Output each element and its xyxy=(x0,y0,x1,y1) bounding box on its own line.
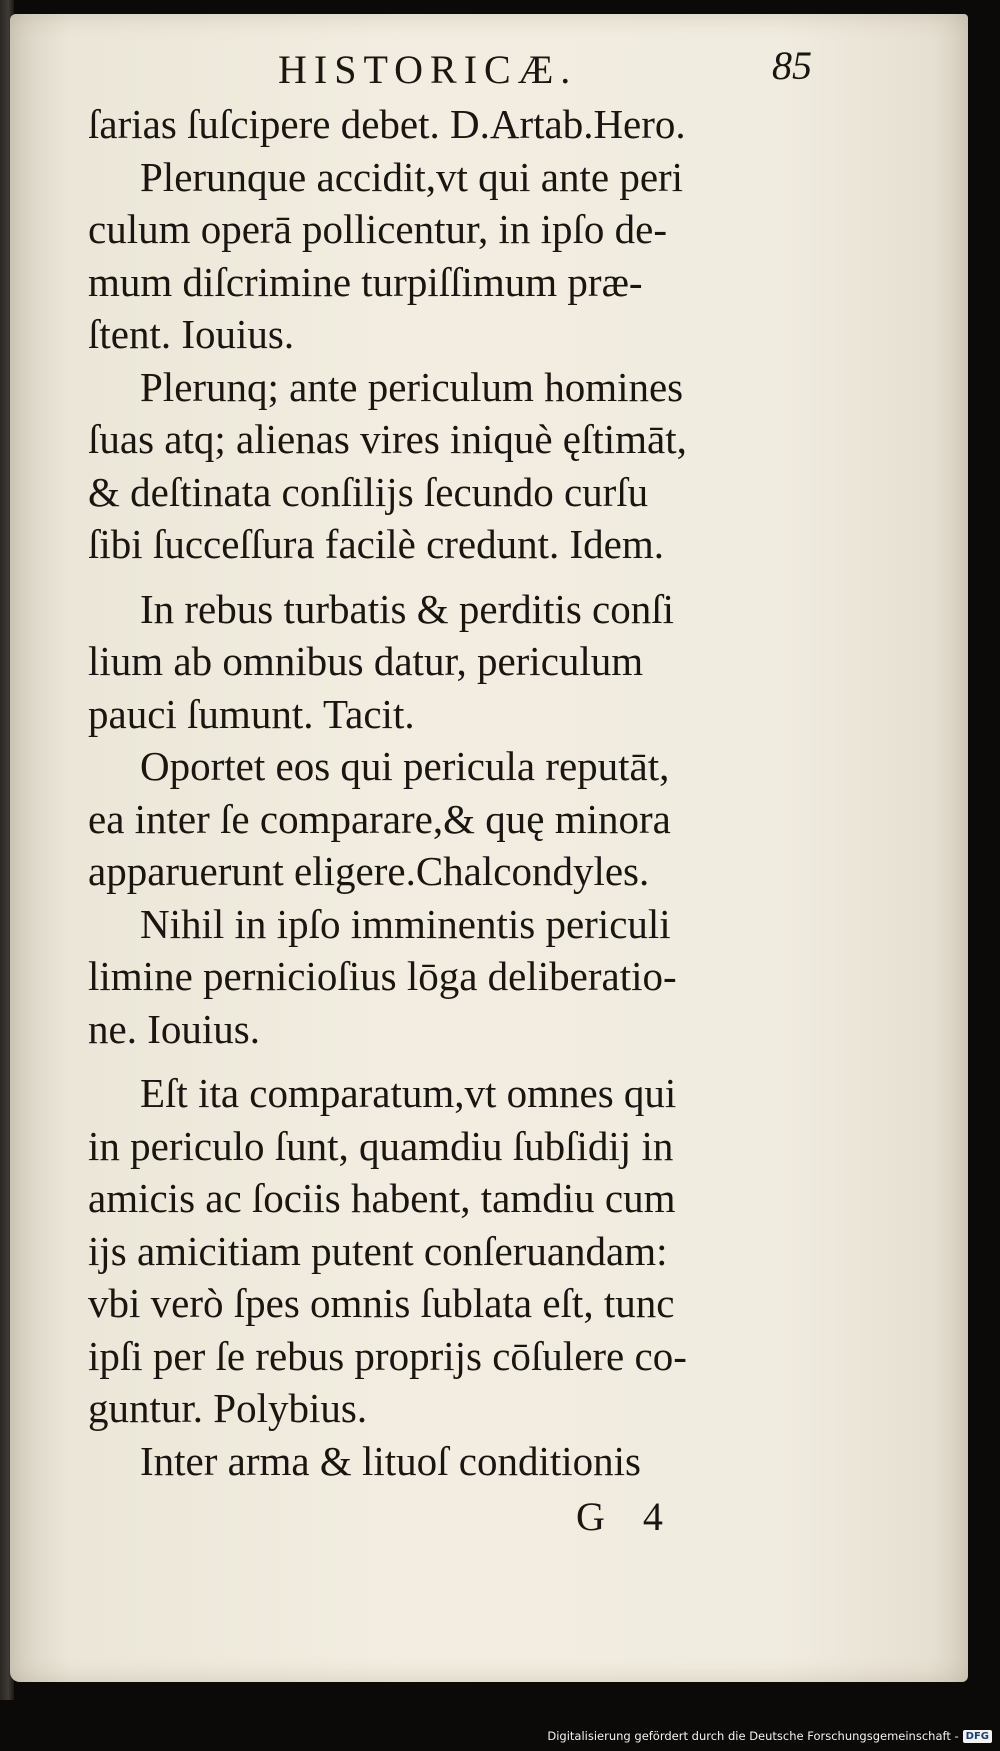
text-line: culum operā pollicentur, in ipſo de- xyxy=(88,206,668,252)
text-line: limine pernicioſius lōga deliberatio- xyxy=(88,953,677,999)
text-line: ſarias ſuſcipere debet. D.Artab.Hero. xyxy=(88,101,686,147)
text-line: ea inter ſe comparare,& quę minora xyxy=(88,795,671,842)
text-line: Oportet eos qui pericula reputāt, xyxy=(140,743,670,789)
paragraph xyxy=(88,98,818,151)
paragraph xyxy=(88,740,818,898)
running-head xyxy=(88,36,818,98)
text-line: Plerunq; ante periculum homines xyxy=(140,363,684,410)
digitization-credit xyxy=(547,1725,992,1747)
text-line: in periculo ſunt, quamdiu ſubſidij in xyxy=(88,1122,674,1169)
dfg-logo: DFG xyxy=(963,1730,992,1743)
text-line: apparuerunt eligere.Chalcondyles. xyxy=(88,848,650,894)
text-line: amicis ac ſociis habent, tamdiu cum xyxy=(88,1175,676,1221)
paragraph xyxy=(88,583,818,741)
text-line: In rebus turbatis & perditis conſi xyxy=(140,585,675,632)
text-line: Nihil in ipſo imminentis periculi xyxy=(140,900,671,947)
page-number: 85 xyxy=(772,43,812,88)
paragraph-gap xyxy=(88,1055,818,1067)
paragraph-gap xyxy=(88,571,818,583)
signature-mark: G 4 xyxy=(576,1494,677,1539)
text-line: ne. Iouius. xyxy=(88,1005,260,1052)
body-text xyxy=(88,98,818,1487)
text-line: lium ab omnibus datur, periculum xyxy=(88,638,644,684)
paragraph xyxy=(88,151,818,361)
text-line: ſuas atq; alienas vires iniquè ęſtimāt, xyxy=(88,416,687,462)
paragraph xyxy=(88,1067,818,1435)
book-page xyxy=(10,14,968,1682)
credit-text: Digitalisierung gefördert durch die Deutsche Forschungsgemeinschaft - xyxy=(547,1729,959,1743)
text-line: ſtent. Iouius. xyxy=(88,311,295,357)
paragraph xyxy=(88,361,818,571)
text-line: ijs amicitiam putent conſeruandam: xyxy=(88,1227,668,1274)
paragraph xyxy=(88,1435,818,1488)
text-line: pauci ſumunt. Tacit. xyxy=(88,690,415,737)
text-line: guntur. Polybius. xyxy=(88,1385,368,1431)
text-line: Plerunque accidit,vt qui ante peri xyxy=(140,153,684,200)
text-line: vbi verò ſpes omnis ſublata eſt, tunc xyxy=(88,1280,675,1326)
text-line: ſibi ſucceſſura facilè credunt. Idem. xyxy=(88,521,665,567)
page-content xyxy=(88,36,818,1540)
running-head-title: HISTORICÆ. xyxy=(278,47,578,92)
text-line: ipſi per ſe rebus proprijs cōſulere co- xyxy=(88,1332,687,1379)
text-line: mum diſcrimine turpiſſimum præ- xyxy=(88,258,643,305)
text-line: & deſtinata conſilijs ſecundo curſu xyxy=(88,468,649,515)
paragraph xyxy=(88,898,818,1056)
text-line: Inter arma & lituoſ conditionis xyxy=(140,1437,642,1484)
text-line: Eſt ita comparatum,vt omnes qui xyxy=(140,1070,677,1116)
